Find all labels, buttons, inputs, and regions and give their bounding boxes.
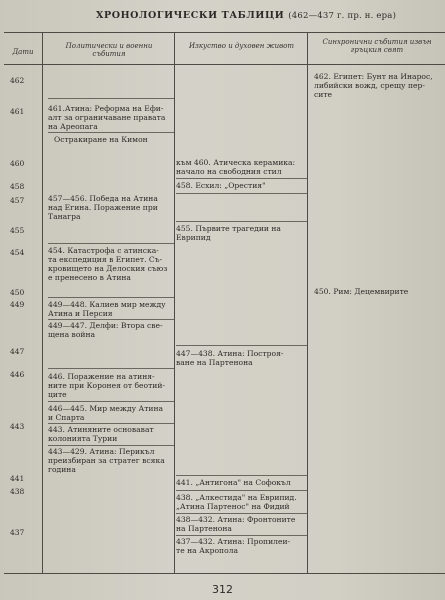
political-entry: 457—456. Победа на Атина над Егина. Поражение при Танагра bbox=[48, 194, 158, 221]
political-entry: 449—447. Делфи: Втора све- щена война bbox=[48, 321, 163, 339]
political-entry: 454. Катастрофа с атинска- та експедиция в Египет. Съ- кровището на Делоския съюз е пренесено в Атина bbox=[48, 246, 168, 282]
year-label: 438 bbox=[10, 487, 25, 496]
political-entry: 446—445. Мир между Атина и Спарта bbox=[48, 404, 164, 422]
entry-separator bbox=[48, 368, 174, 369]
entry-separator bbox=[48, 98, 174, 99]
year-label: 458 bbox=[10, 182, 25, 191]
column-header-political: Политически и военни събития bbox=[65, 42, 153, 58]
entry-separator bbox=[48, 445, 174, 446]
political-entry: Остракиране на Кимон bbox=[54, 135, 148, 144]
entry-separator bbox=[176, 178, 307, 179]
art-entry: 447—438. Атина: Построя- ване на Партенона bbox=[176, 349, 284, 367]
table-bottom-rule bbox=[4, 573, 445, 574]
sync-entry: 462. Египет: Бунт на Инарос, либийски вожд, срещу пер- сите bbox=[314, 72, 433, 99]
year-label: 461 bbox=[10, 107, 25, 116]
chronology-table bbox=[4, 32, 445, 574]
entry-separator bbox=[176, 193, 307, 194]
year-label: 447 bbox=[10, 347, 25, 356]
year-label: 446 bbox=[10, 370, 25, 379]
entry-separator bbox=[176, 345, 307, 346]
year-label: 450 bbox=[10, 288, 25, 297]
art-entry: 458. Есхил: „Орестия" bbox=[176, 181, 266, 190]
column-header-dates: Дати bbox=[12, 48, 34, 56]
political-entry: 446. Поражение на атиня- ните при Коронея от беотий- ците bbox=[48, 372, 165, 399]
entry-separator bbox=[176, 490, 307, 491]
column-rule bbox=[42, 32, 43, 574]
entry-separator bbox=[48, 423, 174, 424]
year-label: 460 bbox=[10, 159, 25, 168]
year-label: 443 bbox=[10, 422, 25, 431]
art-entry: 437—432. Атина: Пропилеи- те на Акропола bbox=[176, 537, 291, 555]
entry-separator bbox=[48, 319, 174, 320]
year-label: 454 bbox=[10, 248, 25, 257]
political-entry: 449—448. Калиев мир между Атина и Персия bbox=[48, 300, 166, 318]
art-entry: 438. „Алкестида" на Еврипид. „Атина Партенос" на Фидий bbox=[176, 493, 297, 511]
art-entry: 441. „Антигона" на Софокъл bbox=[176, 478, 291, 487]
political-entry: 443—429. Атина: Перикъл преизбиран за стратег всяка година bbox=[48, 447, 165, 474]
year-label: 462 bbox=[10, 76, 25, 85]
year-label: 437 bbox=[10, 528, 25, 537]
page-number: 312 bbox=[212, 583, 233, 596]
column-header-sync: Синхронични събития извън гръцкия свят bbox=[322, 38, 432, 54]
page-subtitle: (462—437 г. пр. н. ера) bbox=[288, 11, 397, 21]
entry-separator bbox=[176, 221, 307, 222]
header-bottom-rule bbox=[4, 64, 445, 65]
table-top-rule bbox=[4, 32, 445, 33]
entry-separator bbox=[176, 535, 307, 536]
entry-separator bbox=[48, 297, 174, 298]
political-entry: 461.Атина: Реформа на Ефи- алт за ограничаване правата на Ареопага bbox=[48, 104, 166, 131]
page-title: ХРОНОЛОГИЧЕСКИ ТАБЛИЦИ bbox=[96, 10, 285, 21]
sync-entry: 450. Рим: Децемвирите bbox=[314, 287, 409, 296]
entry-separator bbox=[176, 513, 307, 514]
year-label: 457 bbox=[10, 196, 25, 205]
entry-separator bbox=[48, 401, 174, 402]
entry-separator bbox=[176, 475, 307, 476]
year-label: 441 bbox=[10, 474, 25, 483]
entry-separator bbox=[48, 243, 174, 244]
art-entry: 455. Първите трагедии на Еврипид bbox=[176, 224, 281, 242]
art-entry: 438—432. Атина: Фронтоните на Партенона bbox=[176, 515, 296, 533]
year-label: 449 bbox=[10, 300, 25, 309]
political-entry: 443. Атиняните основават колонията Турии bbox=[48, 425, 154, 443]
art-entry: към 460. Атическа керамика: начало на свободния стил bbox=[176, 158, 296, 176]
running-head bbox=[96, 10, 436, 21]
entry-separator bbox=[48, 132, 174, 133]
column-header-art: Изкуство и духовен живот bbox=[188, 42, 295, 50]
year-label: 455 bbox=[10, 226, 25, 235]
